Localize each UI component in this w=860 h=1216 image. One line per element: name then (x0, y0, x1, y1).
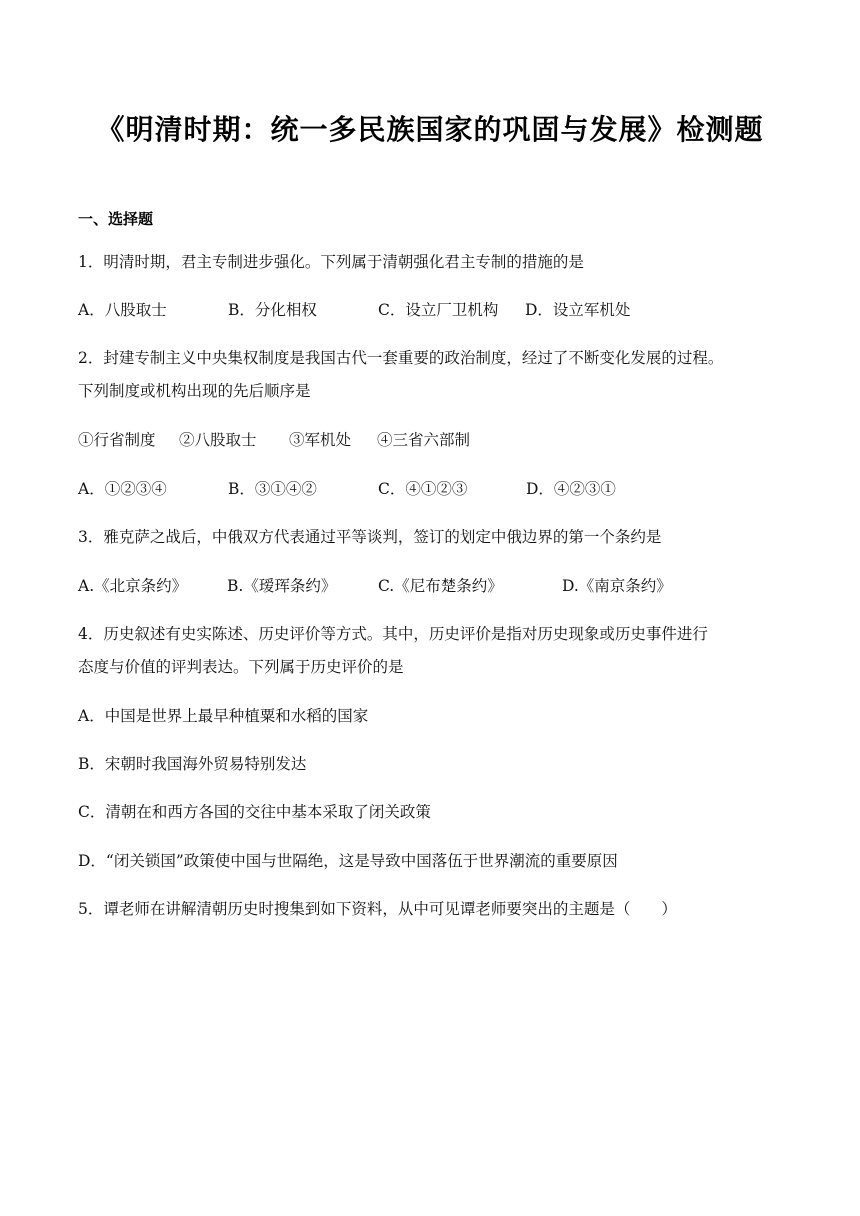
question-4-stem-line-1: 4．历史叙述有史实陈述、历史评价等方式。其中，历史评价是指对历史现象或历史事件进行 (78, 625, 708, 643)
question-2-option-c: C．④①②③ (378, 480, 468, 498)
question-3-option-d: D.《南京条约》 (562, 577, 672, 595)
question-2-item-2: ②八股取士 (179, 431, 257, 449)
question-3-options (78, 573, 788, 599)
question-1-option-b: B．分化相权 (228, 301, 317, 319)
question-4-option-a: A．中国是世界上最早种植粟和水稻的国家 (78, 707, 369, 725)
question-3-option-a: A.《北京条约》 (78, 577, 188, 595)
question-1-options (78, 297, 788, 323)
question-1-stem: 1．明清时期，君主专制进步强化。下列属于清朝强化君主专制的措施的是 (78, 253, 584, 271)
question-4-option-d: D．“闭关锁国”政策使中国与世隔绝，这是导致中国落伍于世界潮流的重要原因 (78, 852, 618, 870)
question-1-option-c: C．设立厂卫机构 (378, 301, 499, 319)
question-2-stem-line-1: 2．封建专制主义中央集权制度是我国古代一套重要的政治制度，经过了不断变化发展的过程。 (78, 349, 724, 367)
document-title: 《明清时期：统一多民族国家的巩固与发展》检测题 (96, 113, 764, 146)
question-2-item-3: ③军机处 (289, 431, 352, 449)
question-3-option-c: C.《尼布楚条约》 (378, 577, 503, 595)
question-1-option-a: A．八股取士 (78, 301, 167, 319)
question-2-option-d: D．④②③① (526, 480, 616, 498)
question-3-stem: 3．雅克萨之战后，中俄双方代表通过平等谈判，签订的划定中俄边界的第一个条约是 (78, 528, 662, 546)
question-2-item-1: ①行省制度 (78, 431, 156, 449)
question-2-option-b: B．③①④② (228, 480, 317, 498)
question-4-option-c: C．清朝在和西方各国的交往中基本采取了闭关政策 (78, 803, 431, 821)
section-heading: 一、选择题 (78, 210, 154, 228)
question-2-option-a: A．①②③④ (78, 480, 167, 498)
question-1-option-d: D．设立军机处 (525, 301, 631, 319)
question-2-options (78, 476, 788, 502)
question-2-items (78, 427, 788, 453)
question-4-stem-line-2: 态度与价值的评判表达。下列属于历史评价的是 (78, 658, 404, 676)
question-5-stem: 5．谭老师在讲解清朝历史时搜集到如下资料，从中可见谭老师要突出的主题是（ ） (78, 900, 677, 918)
question-4-option-b: B．宋朝时我国海外贸易特别发达 (78, 755, 307, 773)
question-2-item-4: ④三省六部制 (377, 431, 471, 449)
question-2-stem-line-2: 下列制度或机构出现的先后顺序是 (78, 382, 311, 400)
question-3-option-b: B.《瑷珲条约》 (227, 577, 337, 595)
